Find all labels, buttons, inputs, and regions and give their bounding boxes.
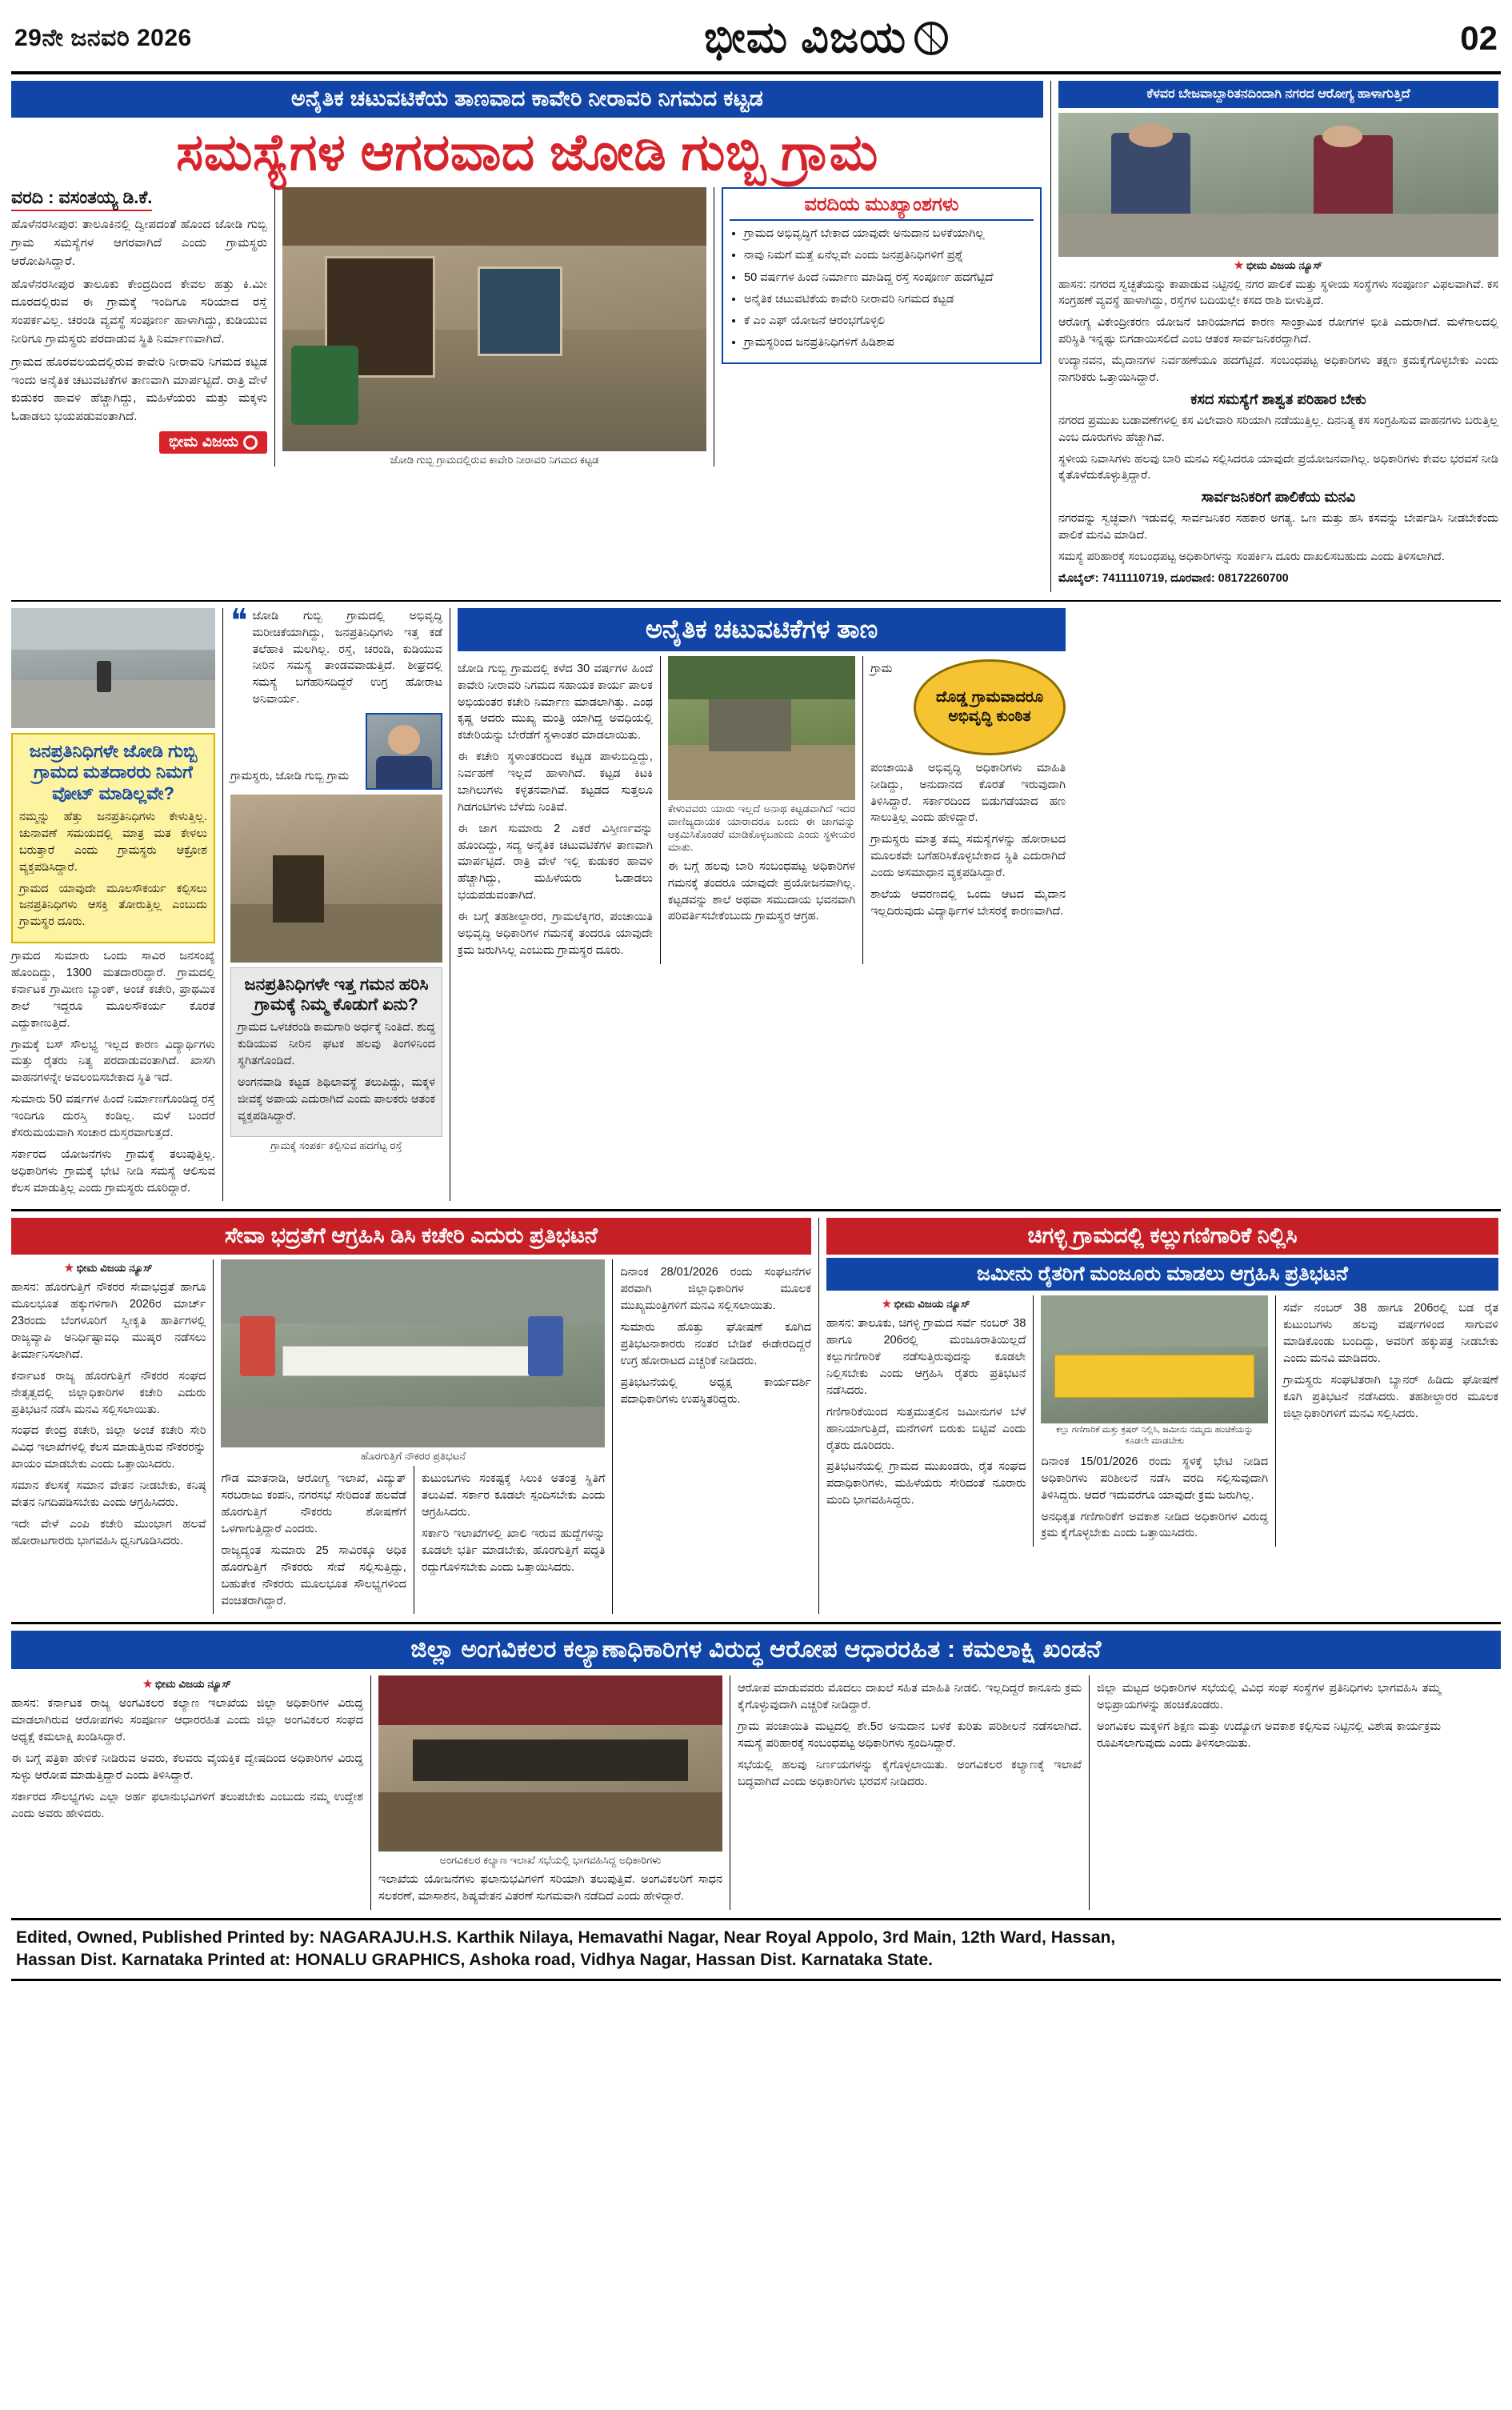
protest2-paragraph: ಅನಧಿಕೃತ ಗಣಿಗಾರಿಕೆಗೆ ಅವಕಾಶ ನೀಡಿದ ಅಧಿಕಾರಿಗಳ ವಿರುದ್ಧ ಕ್ರಮ ಕೈಗೊಳ್ಳಬೇಕು ಎಂದು ಒತ್ತಾಯಿಸಿದರು. xyxy=(1041,1510,1269,1540)
oval-callout: ದೊಡ್ಡ ಗ್ರಾಮವಾದರೂ ಅಭಿವೃದ್ಧಿ ಕುಂಠಿತ xyxy=(914,659,1066,755)
highlights-list xyxy=(730,226,1034,351)
section2-paragraph: ಗ್ರಾಮ ಪಂಚಾಯಿತಿ ಅಭಿವೃದ್ಧಿ ಅಧಿಕಾರಿಗಳು ಮಾಹಿತಿ ನೀಡಿದ್ದು, ಅನುದಾನದ ಕೊರತೆ ಇರುವುದಾಗಿ ತಿಳಿಸಿದ್ದಾರೆ. ಸರ್ಕಾರದಿಂದ ಬಿಡುಗಡೆಯಾದ ಹಣ ಸಾಲುತ್ತಿಲ್ಲ ಎಂದು ಹೇಳಿದ್ದಾರೆ. xyxy=(870,662,1066,825)
protest1-paragraph: ಪ್ರತಿಭಟನೆಯಲ್ಲಿ ಅಧ್ಯಕ್ಷ ಕಾರ್ಯದರ್ಶಿ ಪದಾಧಿಕಾರಿಗಳು ಉಪಸ್ಥಿತರಿದ್ದರು. xyxy=(620,1375,811,1406)
protest2-paragraph: ಸರ್ವೆ ನಂಬರ್ 38 ಹಾಗೂ 206ರಲ್ಲಿ ಬಡ ರೈತ ಕುಟುಂಬಗಳು ಹಲವು ವರ್ಷಗಳಿಂದ ಸಾಗುವಳಿ ಮಾಡಿಕೊಂಡು ಬಂದಿದ್ದು, ಅವರಿಗೆ ಹಕ್ಕುಪತ್ರ ನೀಡಬೇಕು ಎಂದು ಮನವಿ ಮಾಡಿದರು. xyxy=(1283,1302,1499,1366)
right-paragraph: ನಗರವನ್ನು ಸ್ವಚ್ಛವಾಗಿ ಇಡುವಲ್ಲಿ ಸಾರ್ವಜನಿಕರ ಸಹಕಾರ ಅಗತ್ಯ. ಒಣ ಮತ್ತು ಹಸಿ ಕಸವನ್ನು ಬೇರ್ಪಡಿಸಿ ನೀಡಬೇಕೆಂದು ಪಾಲಿಕೆ ಮನವಿ ಮಾಡಿದೆ. xyxy=(1058,512,1498,542)
credit-text: ಭೀಮ ವಿಜಯ ನ್ಯೂಸ್ xyxy=(76,1262,153,1275)
brand-logo-text: ಭೀಮ ವಿಜಯ xyxy=(169,433,238,450)
list-item: • ಗ್ರಾಮಸ್ಥರಿಂದ ಜನಪ್ರತಿನಿಧಿಗಳಿಗೆ ಹಿಡಿಶಾಪ xyxy=(744,334,1034,351)
protest1-photo-caption: ಹೊರಗುತ್ತಿಗೆ ನೌಕರರ ಪ್ರತಿಭಟನೆ xyxy=(360,1450,466,1463)
section2-paragraph: ಈ ಬಗ್ಗೆ ಹಲವು ಬಾರಿ ಸಂಬಂಧಪಟ್ಟ ಅಧಿಕಾರಿಗಳ ಗಮನಕ್ಕೆ ತಂದರೂ ಯಾವುದೇ ಪ್ರಯೋಜನವಾಗಿಲ್ಲ. ಕಟ್ಟಡವನ್ನು ಶಾಲೆ ಅಥವಾ ಸಮುದಾಯ ಭವನವಾಗಿ ಪರಿವರ್ತಿಸಬೇಕೆಂಬುದು ಗ್ರಾಮಸ್ಥರ ಆಗ್ರಹ. xyxy=(667,859,856,923)
protest1-paragraph: ಕುಟುಂಬಗಳು ಸಂಕಷ್ಟಕ್ಕೆ ಸಿಲುಕಿ ಅತಂತ್ರ ಸ್ಥಿತಿಗೆ ತಲುಪಿವೆ. ಸರ್ಕಾರ ಕೂಡಲೇ ಸ್ಪಂದಿಸಬೇಕು ಎಂದು ಆಗ್ರಹಿಸಿದರು. xyxy=(421,1472,606,1519)
right-paragraph: ನಗರದ ಪ್ರಮುಖ ಬಡಾವಣೆಗಳಲ್ಲಿ ಕಸ ವಿಲೇವಾರಿ ಸರಿಯಾಗಿ ನಡೆಯುತ್ತಿಲ್ಲ. ದಿನನಿತ್ಯ ಕಸ ಸಂಗ್ರಹಿಸುವ ವಾಹನಗಳು ಬರುತ್ತಿಲ್ಲ ಎಂಬ ದೂರುಗಳು ಹೆಚ್ಚಾಗಿವೆ. xyxy=(1058,414,1498,444)
yellow-paragraph: ಗ್ರಾಮದ ಯಾವುದೇ ಮೂಲಸೌಕರ್ಯ ಕಲ್ಪಿಸಲು ಜನಪ್ರತಿನಿಧಿಗಳು ಆಸಕ್ತಿ ತೋರುತ್ತಿಲ್ಲ ಎಂಬುದು ಗ್ರಾಮಸ್ಥರ ದೂರು. xyxy=(19,882,207,929)
lead-kicker: ಅನೈತಿಕ ಚಟುವಟಿಕೆಯ ತಾಣವಾದ ಕಾವೇರಿ ನೀರಾವರಿ ನಿಗಮದ ಕಟ್ಟಡ xyxy=(11,81,1043,118)
pull-quote-author: ಗ್ರಾಮಸ್ಥರು, ಜೋಡಿ ಗುಬ್ಬಿ ಗ್ರಾಮ xyxy=(230,770,349,783)
village-house-photo xyxy=(230,795,442,963)
right-kicker: ಕೆಳವರ ಬೇಜವಾಬ್ದಾರಿತನದಿಂದಾಗಿ ನಗರದ ಆರೋಗ್ಯ ಹಾಳಾಗುತ್ತಿದೆ xyxy=(1058,81,1498,108)
protest1-paragraph: ಇದೇ ವೇಳೆ ಎಂಪಿ ಕಚೇರಿ ಮುಂಭಾಗ ಹಲವೆ ಹೋರಾಟಗಾರರು ಭಾಗವಹಿಸಿ ಧ್ವನಿಗೂಡಿಸಿದರು. xyxy=(11,1517,206,1547)
protest1-paragraph: ಹಾಸನ: ಹೊರಗುತ್ತಿಗೆ ನೌಕರರ ಸೇವಾಭದ್ರತೆ ಹಾಗೂ ಮೂಲಭೂತ ಹಕ್ಕುಗಳಿಗಾಗಿ 2026ರ ಮಾರ್ಚ್ 23ರಂದು ಬೆಂಗಳೂರಿಗೆ ಸ್ವೀಕೃತಿ ಹಾರ್ತಿಗಳಲ್ಲಿ ರಾಜ್ಯವ್ಯಾಪಿ ಅನಿರ್ಧಿಷ್ಟಾವಧಿ ಮುಷ್ಕರ ನಡೆಸಲು ತೀರ್ಮಾನಿಸಲಾಗಿದೆ. xyxy=(11,1281,206,1361)
village-road-photo xyxy=(11,608,215,728)
right-subhead: ಸಾರ್ವಜನಿಕರಿಗೆ ಪಾಲಿಕೆಯ ಮನವಿ xyxy=(1201,489,1356,506)
bottom-paragraph: ಸಭೆಯಲ್ಲಿ ಹಲವು ನಿರ್ಣಯಗಳನ್ನು ಕೈಗೊಳ್ಳಲಾಯಿತು. ಅಂಗವಿಕಲರ ಕಲ್ಯಾಣಕ್ಕೆ ಇಲಾಖೆ ಬದ್ಧವಾಗಿದೆ ಎಂದು ಅಧಿಕಾರಿಗಳು ಭರವಸೆ ನೀಡಿದರು. xyxy=(738,1758,1082,1788)
dharma-wheel-icon xyxy=(243,435,258,450)
abandoned-building-photo xyxy=(668,656,855,800)
imprint-line: Edited, Owned, Published Printed by: NAGARAJU.H.S. Karthik Nilaya, Hemavathi Nagar, Near Royal Appolo, 3rd Main, 12th Ward, Hassan, xyxy=(16,1928,1116,1948)
section2-title: ಅನೈತಿಕ ಚಟುವಟಿಕೆಗಳ ತಾಣ xyxy=(458,608,1066,651)
masthead-title xyxy=(704,13,948,63)
road-photo-caption: ಗ್ರಾಮಕ್ಕೆ ಸಂಪರ್ಕ ಕಲ್ಪಿಸುವ ಹದಗೆಟ್ಟ ರಸ್ತೆ xyxy=(270,1139,402,1151)
byline-credit xyxy=(11,1678,363,1691)
mid-paragraph: ಗ್ರಾಮದ ಸುಮಾರು ಒಂದು ಸಾವಿರ ಜನಸಂಖ್ಯೆ ಹೊಂದಿದ್ದು, 1300 ಮತದಾರರಿದ್ದಾರೆ. ಗ್ರಾಮದಲ್ಲಿ ಕರ್ನಾಟಕ ಗ್ರಾಮೀಣ ಬ್ಯಾಂಕ್, ಅಂಚೆ ಕಚೇರಿ, ಪ್ರಾಥಮಿಕ ಶಾಲೆ ಇದ್ದರೂ ಮೂಲಸೌಕರ್ಯ ಕೊರತೆ ಎದ್ದುಕಾಣುತ್ತಿದೆ. xyxy=(11,950,215,1030)
brand-logo xyxy=(159,431,267,454)
section2-paragraph: ಈ ಬಗ್ಗೆ ತಹಶೀಲ್ದಾರರ, ಗ್ರಾಮಲೆಕ್ಕಿಗರ, ಪಂಚಾಯಿತಿ ಅಭಿವೃದ್ಧಿ ಅಧಿಕಾರಿಗಳ ಗಮನಕ್ಕೆ ತಂದರೂ ಯಾವುದೇ ಕ್ರಮ ಜರುಗಿಸಿಲ್ಲ ಎಂಬುದು ಗ್ರಾಮಸ್ಥರ ದೂರು. xyxy=(458,911,653,957)
protest2-paragraph: ಹಾಸನ: ತಾಲೂಕು, ಚಿಗಳ್ಳಿ ಗ್ರಾಮದ ಸರ್ವೆ ನಂಬರ್ 38 ಹಾಗೂ 206ರಲ್ಲಿ ಮಂಜೂರಾತಿಯಿಲ್ಲದೆ ಕಲ್ಲುಗಣಿಗಾರಿಕೆ ನಡೆಸುತ್ತಿರುವುದನ್ನು ಕೂಡಲೇ ನಿಲ್ಲಿಸಬೇಕು ಎಂದು ಆಗ್ರಹಿಸಿ ರೈತರು ಪ್ರತಿಭಟನೆ ನಡೆಸಿದರು. xyxy=(826,1317,1026,1397)
section2-paragraph: ಶಾಲೆಯ ಆವರಣದಲ್ಲಿ ಒಂದು ಆಟದ ಮೈದಾನ ಇಲ್ಲದಿರುವುದು ವಿದ್ಯಾರ್ಥಿಗಳ ಬೇಸರಕ್ಕೆ ಕಾರಣವಾಗಿದೆ. xyxy=(870,887,1066,918)
mid-paragraph: ಸರ್ಕಾರದ ಯೋಜನೆಗಳು ಗ್ರಾಮಕ್ಕೆ ತಲುಪುತ್ತಿಲ್ಲ. ಅಧಿಕಾರಿಗಳು ಗ್ರಾಮಕ್ಕೆ ಭೇಟಿ ನೀಡಿ ಸಮಸ್ಯೆ ಆಲಿಸುವ ಕೆಲಸ ಮಾಡುತ್ತಿಲ್ಲ ಎಂದು ಗ್ರಾಮಸ್ಥರು ದೂರಿದ್ದಾರೆ. xyxy=(11,1147,215,1195)
lead-byline: ವರದಿ : ವಸಂತಯ್ಯ ಡಿ.ಕೆ. xyxy=(11,187,152,211)
protest1-paragraph: ಸರ್ಕಾರಿ ಇಲಾಖೆಗಳಲ್ಲಿ ಖಾಲಿ ಇರುವ ಹುದ್ದೆಗಳನ್ನು ಕೂಡಲೇ ಭರ್ತಿ ಮಾಡಬೇಕು, ಹೊರಗುತ್ತಿಗೆ ಪದ್ಧತಿ ರದ್ದುಗೊಳಿಸಬೇಕು ಎಂದು ಒತ್ತಾಯಿಸಿದರು. xyxy=(421,1527,606,1574)
protest1-title: ಸೇವಾ ಭದ್ರತೆಗೆ ಆಗ್ರಹಿಸಿ ಡಿಸಿ ಕಚೇರಿ ಎದುರು ಪ್ರತಿಭಟನೆ xyxy=(11,1218,811,1255)
bottom-paragraph: ಗ್ರಾಮ ಪಂಚಾಯಿತಿ ಮಟ್ಟದಲ್ಲಿ ಶೇ.5ರ ಅನುದಾನ ಬಳಕೆ ಕುರಿತು ಪರಿಶೀಲನೆ ನಡೆಸಲಾಗಿದೆ. ಸಮಸ್ಯೆ ಪರಿಹಾರಕ್ಕೆ ಸಂಬಂಧಪಟ್ಟ ಅಧಿಕಾರಿಗಳು ಸ್ಪಂದಿಸಿದ್ದಾರೆ. xyxy=(738,1720,1082,1751)
right-photo xyxy=(1058,113,1498,257)
right-paragraph: ಆರೋಗ್ಯ ವಿಕೇಂದ್ರೀಕರಣ ಯೋಜನೆ ಜಾರಿಯಾಗದ ಕಾರಣ ಸಾಂಕ್ರಾಮಿಕ ರೋಗಗಳ ಭೀತಿ ಎದುರಾಗಿದೆ. ಮಳೆಗಾಲದಲ್ಲಿ ಪರಿಸ್ಥಿತಿ ಇನ್ನಷ್ಟು ಬಿಗಡಾಯಿಸಲಿದೆ ಎಂಬ ಆತಂಕ ಸಾರ್ವಜನಿಕರದ್ದಾಗಿದೆ. xyxy=(1058,316,1498,346)
list-item: • ಗ್ರಾಮದ ಅಭಿವೃದ್ಧಿಗೆ ಬೇಕಾದ ಯಾವುದೇ ಅನುದಾನ ಬಳಕೆಯಾಗಿಲ್ಲ xyxy=(744,226,1034,242)
right-subhead: ಕಸದ ಸಮಸ್ಯೆಗೆ ಶಾಶ್ವತ ಪರಿಹಾರ ಬೇಕು xyxy=(1190,390,1366,407)
byline-credit xyxy=(11,1262,206,1275)
protest2-paragraph: ದಿನಾಂಕ 15/01/2026 ರಂದು ಸ್ಥಳಕ್ಕೆ ಭೇಟಿ ನೀಡಿದ ಅಧಿಕಾರಿಗಳು ಪರಿಶೀಲನೆ ನಡೆಸಿ ವರದಿ ಸಲ್ಲಿಸುವುದಾಗಿ ತಿಳಿಸಿದ್ದರು. ಆದರೆ ಇದುವರೆಗೂ ಯಾವುದೇ ಕ್ರಮ ಜರುಗಿಲ್ಲ. xyxy=(1041,1455,1269,1502)
bottom-paragraph: ಹಾಸನ: ಕರ್ನಾಟಕ ರಾಜ್ಯ ಅಂಗವಿಕಲರ ಕಲ್ಯಾಣ ಇಲಾಖೆಯ ಜಿಲ್ಲಾ ಅಧಿಕಾರಿಗಳ ವಿರುದ್ಧ ಮಾಡಲಾಗಿರುವ ಆರೋಪಗಳು ಸಂಪೂರ್ಣ ಆಧಾರರಹಿತ ಎಂದು ಜಿಲ್ಲಾ ಅಂಗವಿಕಲರ ಸಂಘದ ಅಧ್ಯಕ್ಷೆ ಕಮಲಾಕ್ಷಿ ಖಂಡಿಸಿದ್ದಾರೆ. xyxy=(11,1697,363,1744)
masthead xyxy=(11,8,1501,74)
protest2-subtitle: ಜಮೀನು ರೈತರಿಗೆ ಮಂಜೂರು ಮಾಡಲು ಆಗ್ರಹಿಸಿ ಪ್ರತಿಭಟನೆ xyxy=(826,1258,1498,1291)
list-item: • ಕೆ ಎಂ ಎಫ್ ಯೋಜನೆ ಆರಂಭಗೊಳ್ಳಲಿ xyxy=(744,313,1034,330)
pull-quote: ಜೋಡಿ ಗುಬ್ಬಿ ಗ್ರಾಮದಲ್ಲಿ ಅಭಿವೃದ್ಧಿ ಮರೀಚಿಕೆಯಾಗಿದ್ದು, ಜನಪ್ರತಿನಿಧಿಗಳು ಇತ್ತ ಕಡೆ ತಲೆಹಾಕಿ ಮಲಗಿಲ್ಲ. ರಸ್ತೆ, ಚರಂಡಿ, ಕುಡಿಯುವ ನೀರಿನ ಸಮಸ್ಯೆ ತಾಂಡವವಾಡುತ್ತಿದೆ. ಶೀಘ್ರದಲ್ಲಿ ಸಮಸ್ಯೆ ಬಗೆಹರಿಸದಿದ್ದರೆ ಉಗ್ರ ಹೋರಾಟ ಅನಿವಾರ್ಯ. xyxy=(252,609,442,707)
highlights-box xyxy=(722,187,1042,364)
right-paragraph: ಹಾಸನ: ನಗರದ ಸ್ವಚ್ಛತೆಯನ್ನು ಕಾಪಾಡುವ ನಿಟ್ಟಿನಲ್ಲಿ ನಗರ ಪಾಲಿಕೆ ಮತ್ತು ಸ್ಥಳೀಯ ಸಂಸ್ಥೆಗಳು ಸಂಪೂರ್ಣ ವಿಫಲವಾಗಿವೆ. ಕಸ ಸಂಗ್ರಹಣೆ ವ್ಯವಸ್ಥೆ ಹಾಳಾಗಿದ್ದು, ರಸ್ತೆಗಳ ಬದಿಯಲ್ಲೇ ಕಸದ ರಾಶಿ ಬೀಳುತ್ತಿದೆ. xyxy=(1058,278,1498,308)
section2-paragraph: ಈ ಜಾಗ ಸುಮಾರು 2 ಎಕರೆ ವಿಸ್ತೀರ್ಣವನ್ನು ಹೊಂದಿದ್ದು, ಸದ್ಯ ಅನೈತಿಕ ಚಟುವಟಿಕೆಗಳ ತಾಣವಾಗಿ ಮಾರ್ಪಟ್ಟಿದೆ. ರಾತ್ರಿ ವೇಳೆ ಇಲ್ಲಿ ಕುಡುಕರ ಹಾವಳಿ ಹೆಚ್ಚಾಗಿದ್ದು, ಮಹಿಳೆಯರು ಓಡಾಡಲು ಭಯಪಡುವಂತಾಗಿದೆ. xyxy=(458,822,653,903)
protest1-photo xyxy=(221,1259,605,1447)
protest2-banner-text: ಕಲ್ಲು ಗಣಿಗಾರಿಕೆ ಮತ್ತು ಕ್ರಷರ್ ನಿಲ್ಲಿಸಿ, ಜಮೀನು ನಮ್ಮದು ಹಂಚಿಕೆಯನ್ನು ಕೂಡಲೇ ಮಾಡಬೇಕು xyxy=(1055,1425,1254,1447)
gray-paragraph: ಗ್ರಾಮದ ಒಳಚರಂಡಿ ಕಾಮಗಾರಿ ಅರ್ಧಕ್ಕೆ ನಿಂತಿದೆ. ಶುದ್ಧ ಕುಡಿಯುವ ನೀರಿನ ಘಟಕ ಹಲವು ತಿಂಗಳಿನಿಂದ ಸ್ಥಗಿತಗೊಂಡಿದೆ. xyxy=(238,1021,435,1068)
bottom-paragraph: ಇಲಾಖೆಯ ಯೋಜನೆಗಳು ಫಲಾನುಭವಿಗಳಿಗೆ ಸರಿಯಾಗಿ ತಲುಪುತ್ತಿವೆ. ಅಂಗವಿಕಲರಿಗೆ ಸಾಧನ ಸಲಕರಣೆ, ಮಾಸಾಶನ, ಶಿಷ್ಯವೇತನ ವಿತರಣೆ ಸುಗಮವಾಗಿ ನಡೆದಿದೆ ಎಂದು ಹೇಳಿದ್ದಾರೆ. xyxy=(378,1873,722,1904)
bottom-photo xyxy=(378,1675,722,1852)
credit-text: ಭೀಮ ವಿಜಯ ನ್ಯೂಸ್ xyxy=(894,1298,970,1311)
quote-portrait xyxy=(366,713,442,790)
list-item: • ನಾವು ನಿಮಗೆ ಮತ್ತೆ ಏನೆಲ್ಲವೇ ಎಂದು ಜನಪ್ರತಿನಿಧಿಗಳಿಗೆ ಪ್ರಶ್ನೆ xyxy=(744,247,1034,264)
protest2-paragraph: ಗಣಿಗಾರಿಕೆಯಿಂದ ಸುತ್ತಮುತ್ತಲಿನ ಜಮೀನುಗಳ ಬೆಳೆ ಹಾನಿಯಾಗುತ್ತಿದೆ, ಮನೆಗಳಿಗೆ ಬಿರುಕು ಬಿಟ್ಟಿವೆ ಎಂದು ರೈತರು ದೂರಿದರು. xyxy=(826,1405,1026,1452)
bottom-paragraph: ಅಂಗವಿಕಲ ಮಕ್ಕಳಿಗೆ ಶಿಕ್ಷಣ ಮತ್ತು ಉದ್ಯೋಗ ಅವಕಾಶ ಕಲ್ಪಿಸುವ ನಿಟ್ಟಿನಲ್ಲಿ ವಿಶೇಷ ಕಾರ್ಯಕ್ರಮ ರೂಪಿಸಲಾಗುವುದು ಎಂದು ತಿಳಿಸಲಾಯಿತು. xyxy=(1097,1720,1441,1751)
lead-paragraph: ಹೊಳೆನರಸೀಪುರ: ತಾಲೂಕಿನಲ್ಲಿ ದ್ವೀಪದಂತೆ ಹೊಂದ ಜೋಡಿ ಗುಬ್ಬಿ ಗ್ರಾಮ ಸಮಸ್ಯೆಗಳ ಆಗರವಾಗಿದೆ ಎಂದು ಗ್ರಾಮಸ್ಥರು ಆರೋಪಿಸಿದ್ದಾರೆ. xyxy=(11,218,267,268)
gray-callout xyxy=(230,967,442,1137)
lead-photo xyxy=(282,187,706,451)
red-star-icon: ★ xyxy=(1234,258,1244,271)
section2-paragraph: ಜೋಡಿ ಗುಬ್ಬಿ ಗ್ರಾಮದಲ್ಲಿ ಕಳೆದ 30 ವರ್ಷಗಳ ಹಿಂದೆ ಕಾವೇರಿ ನೀರಾವರಿ ನಿಗಮದ ಸಹಾಯಕ ಕಾರ್ಯ ಪಾಲಕ ಅಭಿಯಂತರ ಕಚೇರಿ ನಿರ್ಮಾಣ ಮಾಡಲಾಗಿತ್ತು. ಎಂಥ ಕೃಷ್ಣ ಆದರು ಮುಖ್ಯ ಮಂತ್ರಿ ಯಾಗಿದ್ದ ಅವಧಿಯಲ್ಲಿ ಕಚೇರಿಯನ್ನು ಬೇರೆಡೆಗೆ ಸ್ಥಳಾಂತರ ಮಾಡಲಾಯಿತು. xyxy=(458,662,653,743)
lead-paragraph: ಗ್ರಾಮದ ಹೊರವಲಯದಲ್ಲಿರುವ ಕಾವೇರಿ ನೀರಾವರಿ ನಿಗಮದ ಕಟ್ಟಡ ಇಂದು ಅನೈತಿಕ ಚಟುವಟಿಕೆಗಳ ತಾಣವಾಗಿ ಮಾರ್ಪಟ್ಟಿದೆ. ರಾತ್ರಿ ವೇಳೆ ಕುಡುಕರ ಹಾವಳಿ ಹೆಚ್ಚಾಗಿದ್ದು, ಮಹಿಳೆಯರು ಮತ್ತು ಮಕ್ಕಳು ಓಡಾಡಲು ಭಯಪಡುವಂತಾಗಿದೆ. xyxy=(11,354,267,424)
bottom-photo-caption: ಅಂಗವಿಕಲರ ಕಲ್ಯಾಣ ಇಲಾಖೆ ಸಭೆಯಲ್ಲಿ ಭಾಗವಹಿಸಿದ್ದ ಅಧಿಕಾರಿಗಳು xyxy=(439,1854,662,1867)
red-star-icon: ★ xyxy=(64,1262,74,1275)
list-item: • 50 ವರ್ಷಗಳ ಹಿಂದೆ ನಿರ್ಮಾಣ ಮಾಡಿದ್ದ ರಸ್ತೆ ಸಂಪೂರ್ಣ ಹದಗೆಟ್ಟಿದೆ xyxy=(744,270,1034,286)
protest2-paragraph: ಪ್ರತಿಭಟನೆಯಲ್ಲಿ ಗ್ರಾಮದ ಮುಖಂಡರು, ರೈತ ಸಂಘದ ಪದಾಧಿಕಾರಿಗಳು, ಮಹಿಳೆಯರು ಸೇರಿದಂತೆ ನೂರಾರು ಮಂದಿ ಭಾಗವಹಿಸಿದ್ದರು. xyxy=(826,1460,1026,1507)
bottom-paragraph: ಸರ್ಕಾರದ ಸೌಲಭ್ಯಗಳು ಎಲ್ಲಾ ಅರ್ಹ ಫಲಾನುಭವಿಗಳಿಗೆ ತಲುಪಬೇಕು ಎಂಬುದು ನಮ್ಮ ಉದ್ದೇಶ ಎಂದು ಅವರು ಹೇಳಿದರು. xyxy=(11,1790,363,1820)
gray-callout-title: ಜನಪ್ರತಿನಿಧಿಗಳೇ ಇತ್ತ ಗಮನ ಹರಿಸಿ ಗ್ರಾಮಕ್ಕೆ ನಿಮ್ಮ ಕೊಡುಗೆ ಏನು? xyxy=(244,975,429,1015)
gray-paragraph: ಅಂಗನವಾಡಿ ಕಟ್ಟಡ ಶಿಥಿಲಾವಸ್ಥೆ ತಲುಪಿದ್ದು, ಮಕ್ಕಳ ಜೀವಕ್ಕೆ ಅಪಾಯ ಎದುರಾಗಿದೆ ಎಂದು ಪಾಲಕರು ಆತಂಕ ವ್ಯಕ್ತಪಡಿಸಿದ್ದಾರೆ. xyxy=(238,1076,435,1123)
page-number: 02 xyxy=(1460,18,1498,57)
bottom-paragraph: ಈ ಬಗ್ಗೆ ಪತ್ರಿಕಾ ಹೇಳಿಕೆ ನೀಡಿರುವ ಅವರು, ಕೆಲವರು ವೈಯಕ್ತಿಕ ದ್ವೇಷದಿಂದ ಅಧಿಕಾರಿಗಳ ವಿರುದ್ಧ ಸುಳ್ಳು ಆರೋಪ ಮಾಡುತ್ತಿದ್ದಾರೆ ಎಂದು ತಿಳಿಸಿದ್ದಾರೆ. xyxy=(11,1752,363,1782)
protest1-paragraph: ರಾಜ್ಯದ್ಯಂತ ಸುಮಾರು 25 ಸಾವಿರಕ್ಕೂ ಅಧಿಕ ಹೊರಗುತ್ತಿಗೆ ನೌಕರರು ಸೇವೆ ಸಲ್ಲಿಸುತ್ತಿದ್ದು, ಬಹುತೇಕ ನೌಕರರು ಮೂಲಭೂತ ಸೌಲಭ್ಯಗಳಿಂದ ವಂಚಿತರಾಗಿದ್ದಾರೆ. xyxy=(221,1543,406,1607)
lead-photo-caption: ಜೋಡಿ ಗುಬ್ಬಿ ಗ್ರಾಮದಲ್ಲಿರುವ ಕಾವೇರಿ ನೀರಾವರಿ ನಿಗಮದ ಕಟ್ಟಡ xyxy=(390,454,599,466)
bottom-paragraph: ಜಿಲ್ಲಾ ಮಟ್ಟದ ಅಧಿಕಾರಿಗಳ ಸಭೆಯಲ್ಲಿ ವಿವಿಧ ಸಂಘ ಸಂಸ್ಥೆಗಳ ಪ್ರತಿನಿಧಿಗಳು ಭಾಗವಹಿಸಿ ತಮ್ಮ ಅಭಿಪ್ರಾಯಗಳನ್ನು ಹಂಚಿಕೊಂಡರು. xyxy=(1097,1682,1441,1712)
yellow-callout-title: ಜನಪ್ರತಿನಿಧಿಗಳೇ ಜೋಡಿ ಗುಬ್ಬಿ ಗ್ರಾಮದ ಮತದಾರರು ನಿಮಗೆ ವೋಟ್ ಮಾಡಿಲ್ಲವೇ? xyxy=(29,740,198,803)
section2-photo-caption: ಕೇಳುವವರು ಯಾರು ಇಲ್ಲದೆ ಅನಾಥ ಕಟ್ಟಡವಾಗಿದೆ ಇದರ ವಾಣಿಜ್ಯದಾಯಕ ಯಾರಾದರೂ ಬಂದು ಈ ಜಾಗವನ್ನು ಆಕ್ರಮಿಸಿಕೊಂಡರೆ ಮಾಡಿಕೊಳ್ಳಬಹುದು ಎಂದು ಸ್ಥಳೀಯರ ಮಾತು. xyxy=(667,802,856,853)
protest1-paragraph: ಸಂಘದ ಕೇಂದ್ರ ಕಚೇರಿ, ಜಿಲ್ಲಾ ಅಂಚೆ ಕಚೇರಿ ಸೇರಿ ವಿವಿಧ ಇಲಾಖೆಗಳಲ್ಲಿ ಕೆಲಸ ಮಾಡುತ್ತಿರುವ ನೌಕರರನ್ನು ಖಾಯಂ ಮಾಡಬೇಕು ಎಂದು ಒತ್ತಾಯಿಸಿದರು. xyxy=(11,1424,206,1471)
section2-paragraph: ಈ ಕಚೇರಿ ಸ್ಥಳಾಂತರದಿಂದ ಕಟ್ಟಡ ಪಾಳುಬಿದ್ದಿದ್ದು, ನಿರ್ವಹಣೆ ಇಲ್ಲದೆ ಹಾಳಾಗಿದೆ. ಕಟ್ಟಡ ಕಿಟಕಿ ಬಾಗಿಲುಗಳು ಕಳ್ಳತನವಾಗಿವೆ. ಕಟ್ಟಡದ ಸುತ್ತಲೂ ಗಿಡಗಂಟಿಗಳು ಬೆಳೆದು ನಿಂತಿವೆ. xyxy=(458,751,653,814)
dharma-wheel-icon xyxy=(914,22,948,55)
yellow-paragraph: ನಮ್ಮನ್ನು ಹೆತ್ತು ಜನಪ್ರತಿನಿಧಿಗಳು ಕೇಳುತ್ತಿಲ್ಲ. ಚುನಾವಣೆ ಸಮಯದಲ್ಲಿ ಮಾತ್ರ ಮತ ಕೇಳಲು ಬರುತ್ತಾರೆ ಎಂದು ಗ್ರಾಮಸ್ಥರು ಆಕ್ರೋಶ ವ್ಯಕ್ತಪಡಿಸಿದ್ದಾರೆ. xyxy=(19,811,207,874)
right-paragraph: ಸಮಸ್ಯೆ ಪರಿಹಾರಕ್ಕೆ ಸಂಬಂಧಪಟ್ಟ ಅಧಿಕಾರಿಗಳನ್ನು ಸಂಪರ್ಕಿಸಿ ದೂರು ದಾಖಲಿಸಬಹುದು ಎಂದು ತಿಳಿಸಲಾಗಿದೆ. xyxy=(1058,550,1445,564)
lead-paragraph: ಹೊಳೆನರಸೀಪುರ ತಾಲೂಕು ಕೇಂದ್ರದಿಂದ ಕೇವಲ ಹತ್ತು ಕಿ.ಮೀ ದೂರದಲ್ಲಿರುವ ಈ ಗ್ರಾಮಕ್ಕೆ ಇಂದಿಗೂ ಸರಿಯಾದ ರಸ್ತೆ ಸಂಪರ್ಕವಿಲ್ಲ. ಚರಂಡಿ ವ್ಯವಸ್ಥೆ ಸಂಪೂರ್ಣ ಹಾಳಾಗಿದ್ದು, ಕುಡಿಯುವ ನೀರಿಗೂ ಗ್ರಾಮಸ್ಥರು ಪರದಾಡುವ ಸ್ಥಿತಿ ನಿರ್ಮಾಣವಾಗಿದೆ. xyxy=(11,277,267,346)
masthead-title-text: ಭೀಮ ವಿಜಯ xyxy=(703,14,907,62)
byline-credit xyxy=(826,1298,1026,1311)
credit-text: ಭೀಮ ವಿಜಯ ನ್ಯೂಸ್ xyxy=(1246,258,1322,271)
lead-headline: ಸಮಸ್ಯೆಗಳ ಆಗರವಾದ ಜೋಡಿ ಗುಬ್ಬಿ ಗ್ರಾಮ xyxy=(176,123,878,181)
red-star-icon: ★ xyxy=(882,1298,891,1311)
protest1-paragraph: ದಿನಾಂಕ 28/01/2026 ರಂದು ಸಂಘಟನೆಗಳ ಪರವಾಗಿ ಜಿಲ್ಲಾಧಿಕಾರಿಗಳ ಮೂಲಕ ಮುಖ್ಯಮಂತ್ರಿಗಳಿಗೆ ಮನವಿ ಸಲ್ಲಿಸಲಾಯಿತು. xyxy=(620,1266,811,1313)
list-item: • ಅನೈತಿಕ ಚಟುವಟಿಕೆಯ ಕಾವೇರಿ ನೀರಾವರಿ ನಿಗಮದ ಕಟ್ಟಡ xyxy=(744,291,1034,308)
right-paragraph: ಸ್ಥಳೀಯ ನಿವಾಸಿಗಳು ಹಲವು ಬಾರಿ ಮನವಿ ಸಲ್ಲಿಸಿದರೂ ಯಾವುದೇ ಪ್ರಯೋಜನವಾಗಿಲ್ಲ. ಅಧಿಕಾರಿಗಳು ಕೇವಲ ಭರವಸೆ ನೀಡಿ ಕೈತೊಳೆದುಕೊಳ್ಳುತ್ತಿದ್ದಾರೆ. xyxy=(1058,452,1498,482)
credit-text: ಭೀಮ ವಿಜಯ ನ್ಯೂಸ್ xyxy=(154,1678,231,1691)
mid-paragraph: ಸುಮಾರು 50 ವರ್ಷಗಳ ಹಿಂದೆ ನಿರ್ಮಾಣಗೊಂಡಿದ್ದ ರಸ್ತೆ ಇಂದಿಗೂ ದುರಸ್ತಿ ಕಂಡಿಲ್ಲ. ಮಳೆ ಬಂದರೆ ಕೆಸರುಮಯವಾಗಿ ಸಂಚಾರ ದುಸ್ತರವಾಗುತ್ತದೆ. xyxy=(11,1093,215,1139)
protest1-paragraph: ಕರ್ನಾಟಕ ರಾಜ್ಯ ಹೊರಗುತ್ತಿಗೆ ನೌಕರರ ಸಂಘದ ನೇತೃತ್ವದಲ್ಲಿ ಜಿಲ್ಲಾಧಿಕಾರಿಗಳ ಕಚೇರಿ ಎದುರು ಪ್ರತಿಭಟನೆ ನಡೆಸಿ ಮನವಿ ಸಲ್ಲಿಸಲಾಯಿತು. xyxy=(11,1369,206,1416)
quote-icon: ❝ xyxy=(230,602,248,639)
protest1-paragraph: ಗೌಡ ಮಾತನಾಡಿ, ಆರೋಗ್ಯ ಇಲಾಖೆ, ವಿದ್ಯುತ್ ಸರಬರಾಜು ಕಂಪನಿ, ನಗರಸಭೆ ಸೇರಿದಂತೆ ಹಲವೆಡೆ ಹೊರಗುತ್ತಿಗೆ ನೌಕರರು ಶೋಷಣೆಗೆ ಒಳಗಾಗುತ್ತಿದ್ದಾರೆ ಎಂದರು. xyxy=(221,1472,406,1536)
byline-credit xyxy=(1058,259,1498,272)
highlights-title: ವರದಿಯ ಮುಖ್ಯಾಂಶಗಳು xyxy=(730,194,1034,221)
protest2-paragraph: ಗ್ರಾಮಸ್ಥರು ಸಂಘಟಿತರಾಗಿ ಬ್ಯಾನರ್ ಹಿಡಿದು ಘೋಷಣೆ ಕೂಗಿ ಪ್ರತಿಭಟನೆ ನಡೆಸಿದರು. ತಹಶೀಲ್ದಾರರ ಮೂಲಕ ಜಿಲ್ಲಾಧಿಕಾರಿಗಳಿಗೆ ಮನವಿ ಸಲ್ಲಿಸಿದರು. xyxy=(1283,1373,1499,1420)
imprint-line: Hassan Dist. Karnataka Printed at: HONALU GRAPHICS, Ashoka road, Vidhya Nagar, Hassan Dist. Karnataka State. xyxy=(16,1951,934,1970)
contact-info: ಮೊಬೈಲ್: 7411110719, ದೂರವಾಣಿ: 08172260700 xyxy=(1058,571,1289,585)
protest1-paragraph: ಸುಮಾರು ಹೊತ್ತು ಘೋಷಣೆ ಕೂಗಿದ ಪ್ರತಿಭಟನಾಕಾರರು ನಂತರ ಬೇಡಿಕೆ ಈಡೇರದಿದ್ದರೆ ಉಗ್ರ ಹೋರಾಟದ ಎಚ್ಚರಿಕೆ ನೀಡಿದರು. xyxy=(620,1321,811,1367)
protest2-photo xyxy=(1041,1295,1268,1423)
bottom-paragraph: ಆರೋಪ ಮಾಡುವವರು ಮೊದಲು ದಾಖಲೆ ಸಹಿತ ಮಾಹಿತಿ ನೀಡಲಿ. ಇಲ್ಲದಿದ್ದರೆ ಕಾನೂನು ಕ್ರಮ ಕೈಗೊಳ್ಳುವುದಾಗಿ ಎಚ್ಚರಿಕೆ ನೀಡಿದ್ದಾರೆ. xyxy=(738,1682,1082,1712)
protest1-paragraph: ಸಮಾನ ಕೆಲಸಕ್ಕೆ ಸಮಾನ ವೇತನ ನೀಡಬೇಕು, ಕನಿಷ್ಠ ವೇತನ ನಿಗದಿಪಡಿಸಬೇಕು ಎಂದು ಆಗ್ರಹಿಸಿದರು. xyxy=(11,1479,206,1509)
red-star-icon: ★ xyxy=(143,1678,153,1691)
bottom-title: ಜಿಲ್ಲಾ ಅಂಗವಿಕಲರ ಕಲ್ಯಾಣಾಧಿಕಾರಿಗಳ ವಿರುದ್ಧ ಆರೋಪ ಆಧಾರರಹಿತ : ಕಮಲಾಕ್ಷಿ ಖಂಡನೆ xyxy=(11,1631,1501,1669)
yellow-callout xyxy=(11,733,215,943)
mid-paragraph: ಗ್ರಾಮಕ್ಕೆ ಬಸ್ ಸೌಲಭ್ಯ ಇಲ್ಲದ ಕಾರಣ ವಿದ್ಯಾರ್ಥಿಗಳು ಮತ್ತು ರೈತರು ನಿತ್ಯ ಪರದಾಡುವಂತಾಗಿದೆ. ಖಾಸಗಿ ವಾಹನಗಳನ್ನೇ ಅವಲಂಬಿಸಬೇಕಾದ ಸ್ಥಿತಿ ಇದೆ. xyxy=(11,1038,215,1085)
imprint-footer xyxy=(11,1918,1501,1981)
right-paragraph: ಉದ್ಯಾನವನ, ಮೈದಾನಗಳ ನಿರ್ವಹಣೆಯೂ ಹದಗೆಟ್ಟಿದೆ. ಸಂಬಂಧಪಟ್ಟ ಅಧಿಕಾರಿಗಳು ತಕ್ಷಣ ಕ್ರಮಕೈಗೊಳ್ಳಬೇಕು ಎಂದು ನಾಗರಿಕರು ಒತ್ತಾಯಿಸಿದ್ದಾರೆ. xyxy=(1058,354,1498,384)
section2-paragraph: ಗ್ರಾಮಸ್ಥರು ಮಾತ್ರ ತಮ್ಮ ಸಮಸ್ಯೆಗಳನ್ನು ಹೋರಾಟದ ಮೂಲಕವೇ ಬಗೆಹರಿಸಿಕೊಳ್ಳಬೇಕಾದ ಸ್ಥಿತಿ ಎದುರಾಗಿದೆ ಎಂದು ಅಸಮಾಧಾನ ವ್ಯಕ್ತಪಡಿಸಿದ್ದಾರೆ. xyxy=(870,833,1066,880)
masthead-date: 29ನೇ ಜನವರಿ 2026 xyxy=(14,24,192,51)
protest2-title: ಚಿಗಳ್ಳಿ ಗ್ರಾಮದಲ್ಲಿ ಕಲ್ಲುಗಣಿಗಾರಿಕೆ ನಿಲ್ಲಿಸಿ xyxy=(826,1218,1498,1255)
